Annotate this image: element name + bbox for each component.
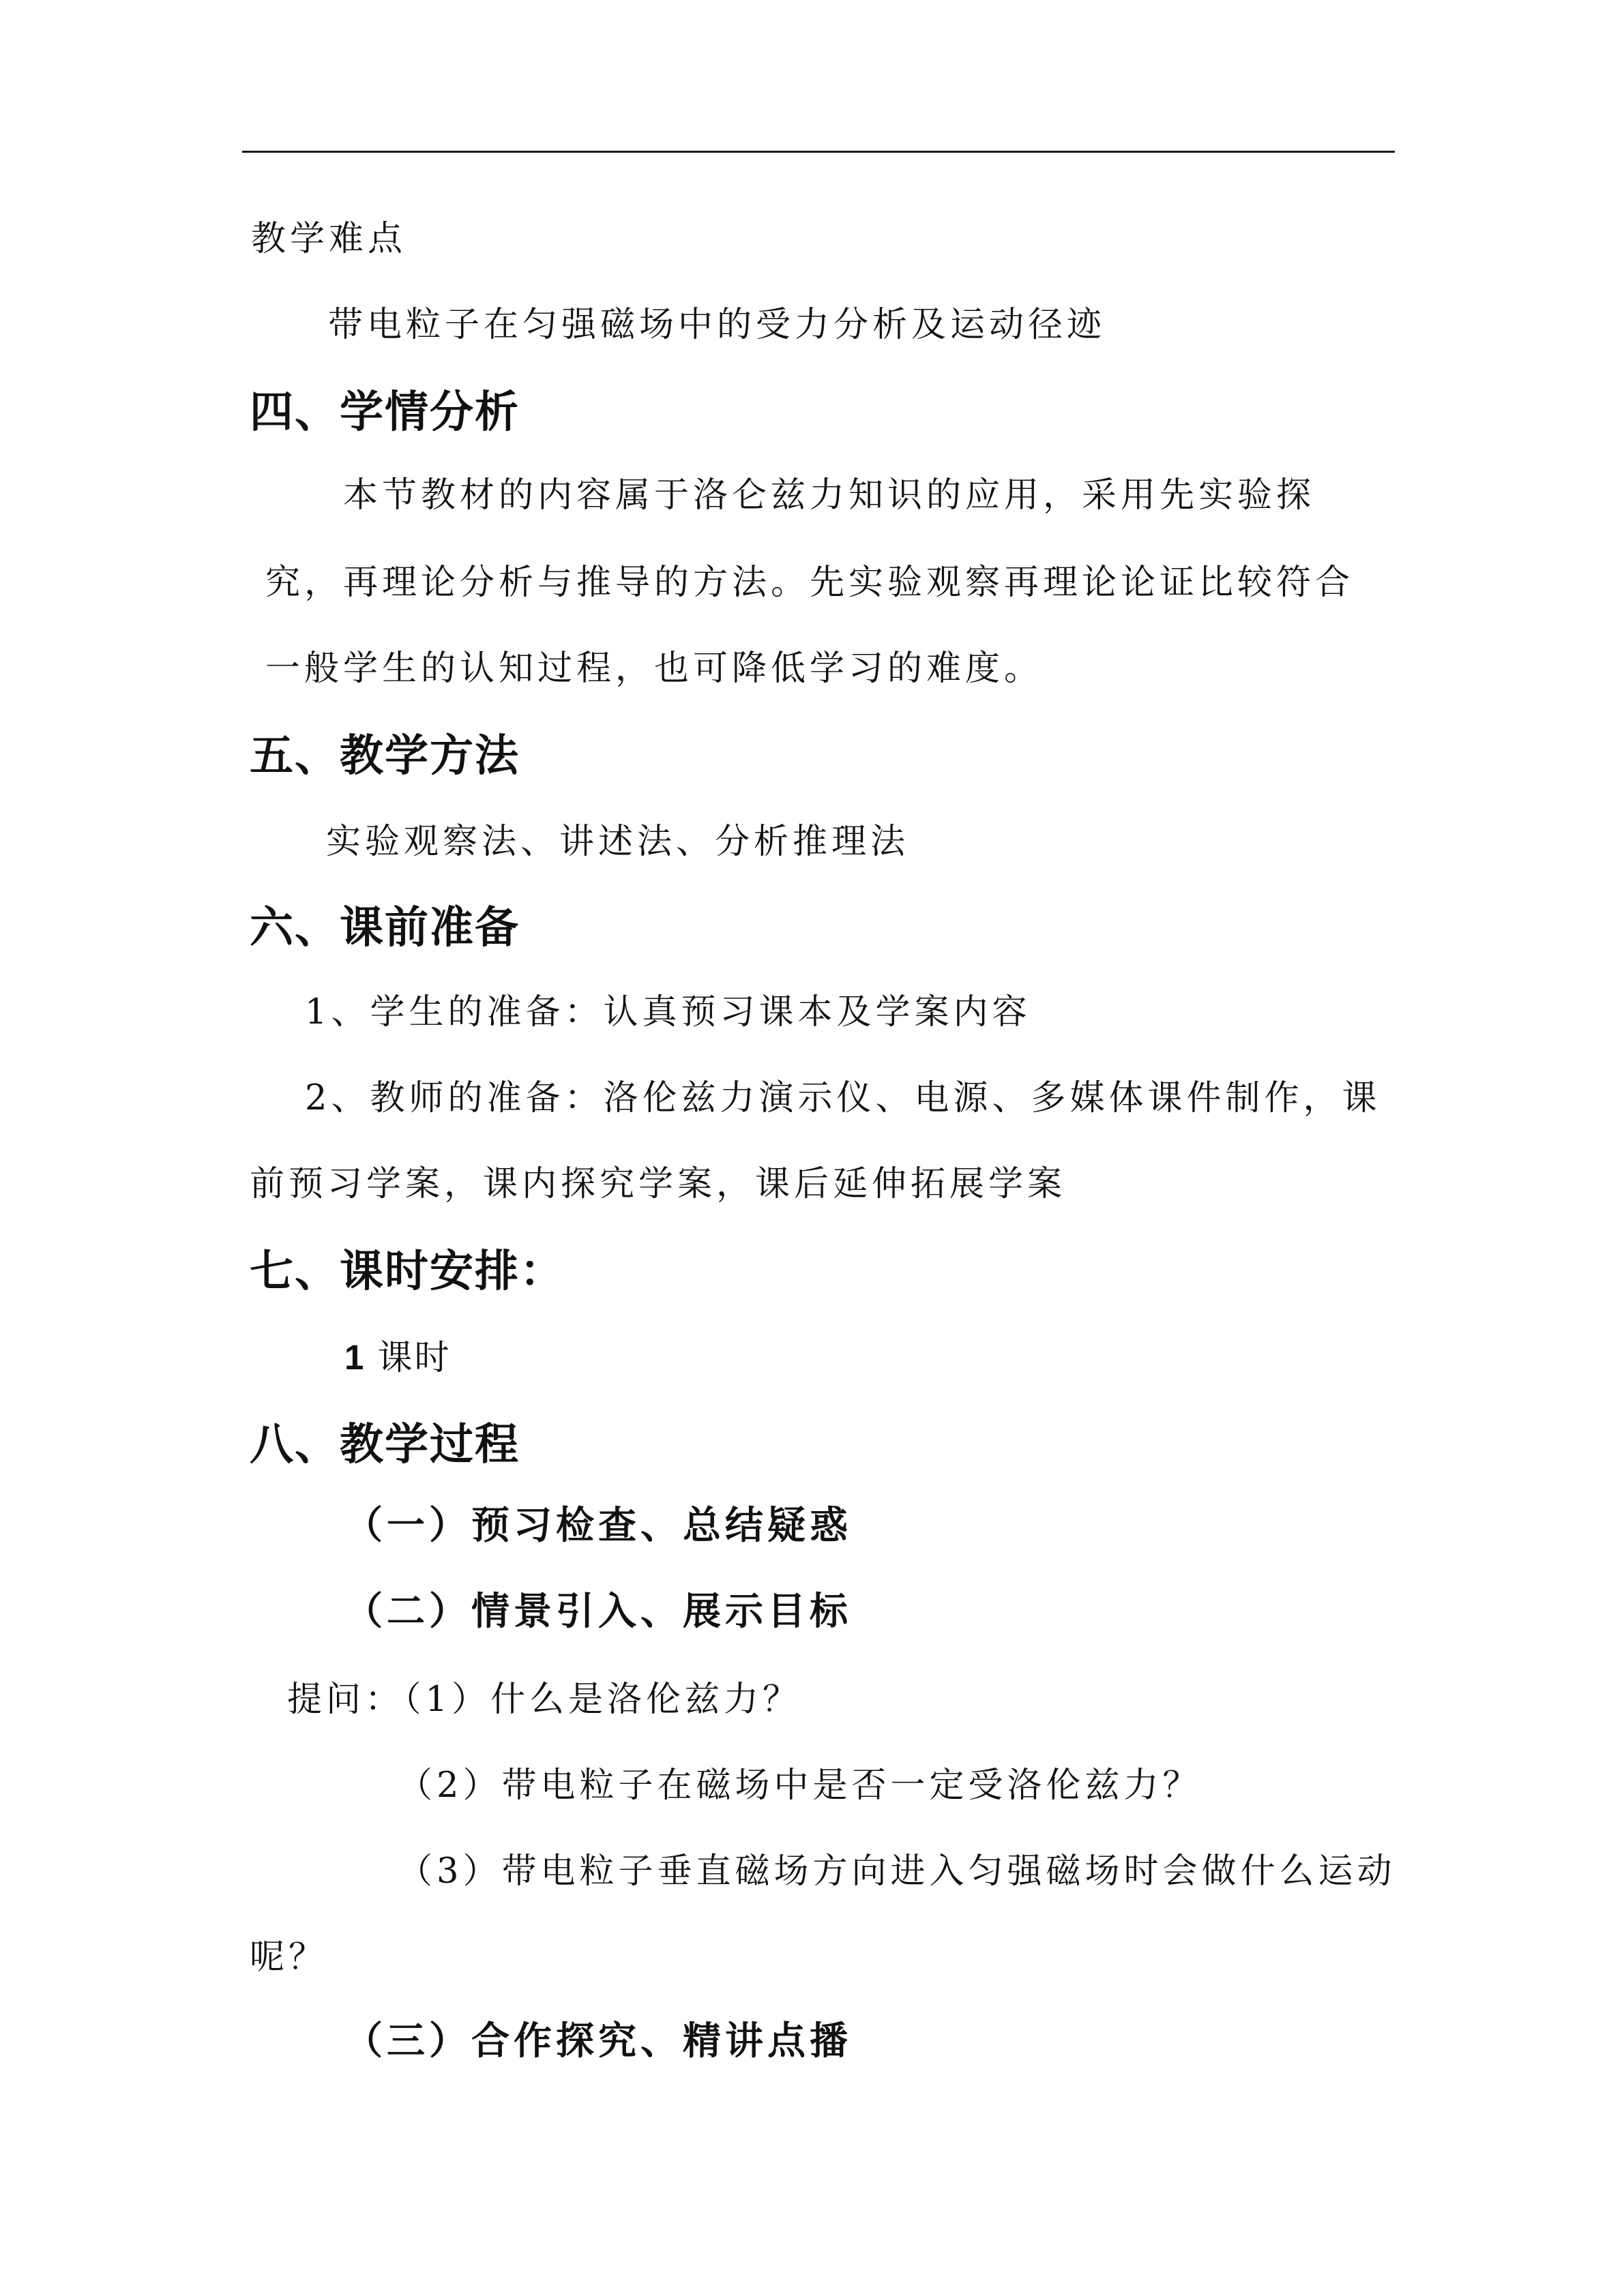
question-3-line-1: （3）带电粒子垂直磁场方向进入匀强磁场时会做什么运动 [398, 1851, 1396, 1892]
difficulty-text: 带电粒子在匀强磁场中的受力分析及运动径迹 [328, 305, 1106, 345]
methods-text: 实验观察法、讲述法、分析推理法 [326, 822, 910, 862]
section-heading-7: 七、课时安排： [250, 1247, 565, 1297]
section-heading-4: 四、学情分析 [250, 387, 520, 438]
prep-item-2-line-1: 2、教师的准备：洛伦兹力演示仪、电源、多媒体课件制作，课 [305, 1078, 1381, 1118]
difficulty-label: 教学难点 [251, 219, 407, 259]
process-step-1: （一）预习检查、总结疑惑 [344, 1503, 852, 1548]
analysis-paragraph-line-2: 究，再理论分析与推导的方法。先实验观察再理论论证比较符合 [265, 563, 1355, 603]
question-2: （2）带电粒子在磁场中是否一定受洛伦兹力？ [398, 1765, 1202, 1806]
analysis-paragraph-line-1: 本节教材的内容属于洛仑兹力知识的应用，采用先实验探 [343, 475, 1316, 516]
question-1: 提问：（1）什么是洛伦兹力？ [287, 1680, 801, 1720]
class-period-number: 1 [344, 1338, 366, 1377]
process-step-3: （三）合作探究、精讲点播 [344, 2018, 852, 2063]
analysis-paragraph-line-3: 一般学生的认知过程，也可降低学习的难度。 [265, 648, 1044, 689]
class-period-unit: 课时 [377, 1338, 452, 1377]
prep-item-2-line-2: 前预习学案，课内探究学案，课后延伸拓展学案 [250, 1164, 1067, 1204]
header-rule [242, 151, 1395, 153]
section-heading-6: 六、课前准备 [250, 903, 520, 953]
section-heading-5: 五、教学方法 [250, 731, 520, 781]
class-period [344, 1340, 452, 1375]
question-3-line-2: 呢？ [250, 1937, 328, 1978]
process-step-2: （二）情景引入、展示目标 [344, 1589, 852, 1634]
section-heading-8: 八、教学过程 [250, 1420, 520, 1470]
prep-item-1: 1、学生的准备：认真预习课本及学案内容 [305, 992, 1031, 1032]
